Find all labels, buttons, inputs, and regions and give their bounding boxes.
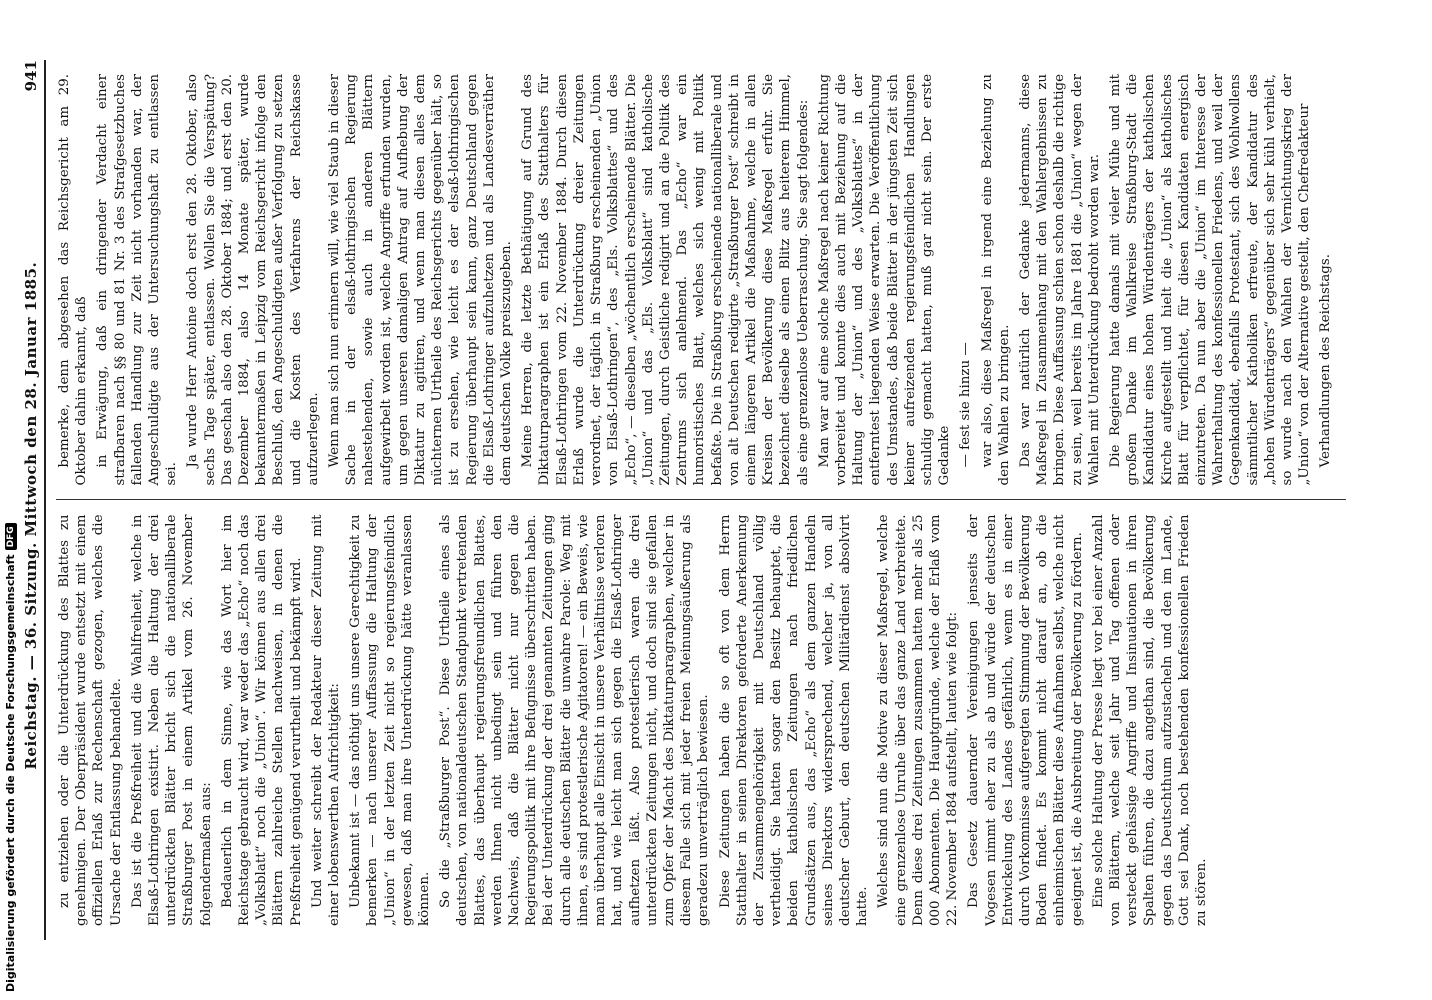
paragraph: Und weiter schreibt der Redakteur dieser Zeitung mit einer lobenswerthen Aufrichtigkeit: <box>309 514 343 926</box>
paragraph: Das Gesetz dauernder Vereinigungen jenseits der Vogesen nimmt eher zu als ab und würde der deutschen Entwickelung des Landes gefährlich, wenn es in einer durch Vorkomnisse aufgeregten Stimmung der Bevölkerung Boden findet. Es kommt nicht darauf an, ob die einheimischen Blätter diese Aufnahmen selbst, welche nicht geeignet ist, die Ausbreitung der Bevölkerung zu fördern. <box>966 514 1085 926</box>
text-columns <box>56 60 1346 940</box>
paragraph: in Erwägung, daß ein dringender Verdacht einer strafbaren nach §§ 80 und 81 Nr. 3 des Strafgesetzbuches fallenden Handlung zur Zeit nicht vorhanden war, der Angeschuldigte aus der Untersuchungshaft zu entlassen sei. <box>95 74 180 486</box>
paragraph: Unbekannt ist — das nöthigt uns unsere Gerechtigkeit zu bemerken — nach unserer Auffassung die Haltung der „Union“ in der letzten Zeit nicht so regierungsfeindlich gewesen, daß man ihre Unterdrückung hätte veranlassen können. <box>348 514 433 926</box>
paragraph: Die Regierung hatte damals mit vieler Mühe und mit großem Danke im Wahlkreise Straßburg-Stadt die Kandidatur eines hohen Würdenträgers der katholischen Kirche aufgestellt und hielt die „Union“ als katholisches Blatt für verpflichtet, für diesen Kandidaten energisch einzutreten. Da nun aber die „Union“ im Interesse der Wahrerhaltung des konfessionellen Friedens, und weil der Gegenkandidat, ebenfalls Protestant, sich des Wohlwollens sämmtlicher Katholiken erfreute, der Kandidatur des „hohen Würdenträgers“ gegenüber sich sehr kühl verhielt, so wurde nach den Wahlen der Vernichtungskrieg der „Union“ von der Alternative gestellt, den Chefredakteur <box>1107 74 1313 486</box>
page-header-title: Reichstag. — 36. Sitzung. Mittwoch den 28. Januar 1885. <box>22 261 40 770</box>
page-header <box>22 60 46 940</box>
paragraph: Eine solche Haltung der Presse liegt vor bei einer Anzahl von Blättern, welche seit Jahr und Tag offenen oder versteckt gehässige Angriffe und Insinuationen in ihren Spalten führen, die dazu angethan sind, die Bevölkerung gegen das Deutschthum aufzustacheln und den im Lande, Gott sei Dank, noch bestehenden konfessionellen Frieden zu stören. <box>1090 514 1209 926</box>
paragraph: Ja wurde Herr Antoine doch erst den 28. Oktober, also sechs Tage später, entlassen. Wollen Sie die Verspätung? Das geschah also den 28. Oktober 1884; und erst den 20. Dezember 1884, also 14 Monate später, wurde bekanntermaßen in Leipzig vom Reichsgericht infolge den Beschluß, den Angeschuldigten außer Verfolgung zu setzen und die Kosten des Verfahrens der Reichskasse aufzuerlegen. <box>185 74 321 486</box>
left-column <box>56 501 1346 941</box>
paragraph: Verhandlungen des Reichstags. <box>1318 254 1334 468</box>
paragraph: — fest sie hinzu — <box>958 342 974 468</box>
paragraph: Man war auf eine solche Maßregel nach keiner Richtung vorbereitet und konnte dies auch mit Beziehung auf die Haltung der „Union“ und des „Volksblattes“ in der entferntest liegenden Weise erwarten. Die Veröffentlichung des Umstandes, daß beide Blätter in der jüngsten Zeit sich keiner aufreizenden regierungsfeindlichen Handlungen schuldig gemacht hatten, muß gar nicht sein. Der erste Gedanke <box>816 74 953 486</box>
paragraph: Diese Zeitungen haben die so oft von dem Herrn Statthalter in seinen Direktoren geforderte Anerkennung der Zusammengehörigkeit mit Deutschland völlig vertheidigt. Sie hatten sogar den Besitz behauptet, die beiden katholischen Zeitungen nach friedlichen Grundsätzen aus, das „Echo“ als dem ganzen Handeln seines Direktors widersprechend, welcher ja, von all deutscher Geburt, den deutschen Militärdienst absolvirt hatte. <box>717 514 871 926</box>
column-divider <box>56 500 1346 501</box>
paragraph: bemerke, denn abgesehen das Reichsgericht am 29. Oktober dahin erkannt, daß <box>57 74 90 486</box>
paragraph: war also, diese Maßregel in irgend eine Beziehung zu den Wahlen zu bringen. <box>979 74 1012 486</box>
right-column <box>56 60 1346 500</box>
paragraph: Meine Herren, die letzte Bethätigung auf Grund des Diktaturparagraphen ist ein Erlaß des Statthalters für Elsaß-Lothringen vom 22. November 1884. Durch diesen Erlaß wurde die Unterdrückung dreier Zeitungen verordnet, der täglich in Straßburg erscheinenden „Union von Elsaß-Lothringen“, des „Els. Volksblattes“ und des „Echo“, — dieselben „wöchentlich erscheinende Blätter. Die „Union“ und das „Els. Volksblatt“ sind katholische Zeitungen, durch Geistliche redigirt und an die Politik des Zentrums sich anlehnend. Das „Echo“ war ein humoristisches Blatt, welches sich wenig mit Politik befaßte. Die in Straßburg erscheinende nationalliberale und von alt Deutschen redigirte „Straßburger Post“ schreibt in einem längeren Artikel die Maßnahme, welche in allen Kreisen der Bevölkerung diese Maßregel erfuhr. Sie bezeichnet dieselbe als einen Blitz aus heiterem Himmel, als eine grenzenlose Ueberraschung. Sie sagt folgendes: <box>520 74 811 486</box>
paragraph: Das ist die Preßfreiheit und die Wahlfreiheit, welche in Elsaß-Lothringen existirt. Neben die Haltung der drei unterdrückten Blätter bricht sich die nationalliberale Straßburger Post in einem Artikel vom 26. November folgendermaßen aus: <box>129 514 214 926</box>
paragraph: Wenn man sich nun erinnern will, wie viel Staub in dieser Sache in der elsaß-lothringischen Regierung nahestehenden, sowie auch in anderen Blättern aufgewirbelt worden ist, welche Angriffe erfunden wurden, um gegen unseren damaligen Antrag auf Aufhebung der Diktatur zu agitiren, und wenn man diesen alles dem nüchternen Urtheile des Reichsgerichts gegenüber hält, so ist zu ersehen, wie leicht es der elsaß-lothringischen Regierung überhaupt sein kann, ganz Deutschland gegen die Elsaß-Lothringer aufzuhetzen und als Landesverräther dem deutschen Volke preiszugeben. <box>327 74 515 486</box>
paragraph: Bedauerlich in dem Sinne, wie das Wort hier im Reichstage gebraucht wird, war weder das „Echo“ noch das „Volksblatt“ noch die „Union“. Wir können aus allen drei Blättern zahlreiche Stellen nachweisen, in denen die Preßfreiheit genügend verurtheilt und bekämpft wird. <box>219 514 304 926</box>
paragraph: Das war natürlich der Gedanke jedermanns, diese Maßregel in Zusammenhang mit den Wahlergebnissen zu bringen. Diese Auffassung schien schon deshalb die richtige zu sein, weil bereits im Jahre 1881 die „Union“ wegen der Wahlen mit Unterdrückung bedroht worden war. <box>1017 74 1102 486</box>
paragraph: Welches sind nun die Motive zu dieser Maßregel, welche eine grenzenlose Unruhe über das ganze Land verbreitete. Denn diese drei Zeitungen zusammen hatten mehr als 25 000 Abonnenten. Die Hauptgründe, welche der Erlaß vom 22. November 1884 aufstellt, lauten wie folgt: <box>876 514 961 926</box>
dfg-logo-icon: DFG <box>5 523 17 550</box>
dfg-imprint-label: Digitalisierung gefördert durch die Deutsche Forschungsgemeinschaft <box>4 554 17 992</box>
page-number: 941 <box>22 60 40 92</box>
paragraph: So die „Straßburger Post“. Diese Urtheile eines als deutschen, von nationaldeutschen Standpunkt vertretenden Blattes, das überhaupt regierungsfreundlichen Blattes, werden Ihnen nicht unbedingt sein und führen den Nachweis, daß die Blätter nicht nur gegen die Regierungspolitik mit ihre Befugnisse überschritten haben. Bei der Unterdrückung der drei genannten Zeitungen ging durch alle deutschen Blätter die unwahre Parole: Weg mit ihnen, es sind protestlerische Agitatoren! — ein Beweis, wie man überhaupt alle Einsicht in unsere Verhältnisse verloren hat, und wie leicht man sich gegen die Elsaß-Lothringer aufhetzen läßt. Also protestlerisch waren die drei unterdrückten Zeitungen nicht, und doch sind sie gefallen zum Opfer der Macht des Diktaturparagraphen, welcher in diesem Falle sich mit jeder freien Meinungsäußerung als geradezu unverträglich bewiesen. <box>438 514 712 926</box>
paragraph: zu entziehen oder die Unterdrückung des Blattes zu genehmigen. Der Oberpräsident wurde entsetzt mit einem offiziellen Erlaß zur Rechenschaft gezogen, welches die Ursache der Entlassung behandelte. <box>57 514 124 926</box>
